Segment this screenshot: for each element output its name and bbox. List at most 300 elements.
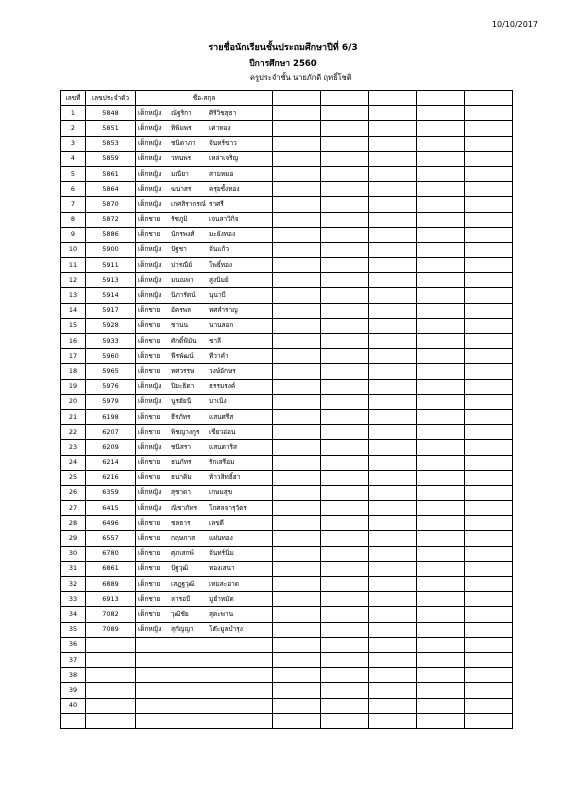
blank-cell [465, 425, 513, 440]
blank-cell [369, 577, 417, 592]
blank-cell [465, 121, 513, 136]
name-prefix: เด็กชาย [138, 215, 161, 224]
blank-cell [369, 683, 417, 698]
table-row [61, 136, 513, 151]
row-number: 37 [61, 652, 86, 667]
last-name: ทองเสนา [209, 564, 235, 573]
blank-cell [321, 698, 369, 713]
blank-cell [369, 546, 417, 561]
table-row [61, 409, 513, 424]
blank-cell [273, 288, 321, 303]
name-prefix: เด็กหญิง [138, 245, 162, 254]
blank-cell [465, 379, 513, 394]
student-name [136, 425, 273, 440]
blank-cell [417, 698, 465, 713]
student-name [136, 561, 273, 576]
row-number: 34 [61, 607, 86, 622]
name-prefix: เด็กชาย [138, 594, 161, 603]
row-number: 27 [61, 501, 86, 516]
blank-cell [273, 455, 321, 470]
student-name [136, 698, 273, 713]
blank-cell [273, 561, 321, 576]
blank-cell [369, 258, 417, 273]
header-name: ชื่อ-สกุล [136, 91, 273, 106]
blank-cell [321, 136, 369, 151]
blank-cell [465, 546, 513, 561]
blank-cell [417, 637, 465, 652]
name-prefix: เด็กชาย [138, 564, 161, 573]
first-name: ธีรภัทร [171, 412, 191, 421]
first-name: ชานน [171, 321, 188, 330]
blank-cell [369, 242, 417, 257]
student-id: 5928 [86, 318, 136, 333]
blank-cell [369, 652, 417, 667]
student-name [136, 197, 273, 212]
student-name [136, 136, 273, 151]
name-prefix: เด็กหญิง [138, 382, 162, 391]
first-name: ชลธาร [171, 518, 191, 527]
table-row [61, 501, 513, 516]
student-name [136, 151, 273, 166]
last-name: เหล่าเจริญ [209, 154, 239, 163]
student-id: 5853 [86, 136, 136, 151]
blank-cell [417, 166, 465, 181]
student-name [136, 592, 273, 607]
last-name: แสนศรีส [209, 412, 234, 421]
first-name: ณิชาภัทร [171, 503, 198, 512]
header-blank [273, 91, 321, 106]
table-row [61, 637, 513, 652]
blank-cell [273, 592, 321, 607]
table-row [61, 318, 513, 333]
student-name [136, 318, 273, 333]
blank-cell [321, 212, 369, 227]
blank-cell [417, 136, 465, 151]
blank-cell [465, 273, 513, 288]
blank-cell [417, 440, 465, 455]
blank-cell [369, 607, 417, 622]
first-name: ปารณีย์ [171, 260, 193, 269]
row-number: 10 [61, 242, 86, 257]
blank-cell [273, 106, 321, 121]
blank-cell [465, 455, 513, 470]
blank-cell [321, 197, 369, 212]
blank-cell [417, 425, 465, 440]
blank-cell [417, 273, 465, 288]
table-row [61, 607, 513, 622]
last-name: วงษ์อักษร [209, 366, 236, 375]
blank-cell [273, 698, 321, 713]
name-prefix: เด็กชาย [138, 609, 161, 618]
student-id: 6780 [86, 546, 136, 561]
table-row [61, 440, 513, 455]
first-name: รัชภูมิ [171, 215, 188, 224]
blank-cell [369, 106, 417, 121]
first-name: ฆนาสร [171, 184, 192, 193]
blank-cell [321, 227, 369, 242]
blank-cell [273, 683, 321, 698]
row-number: 3 [61, 136, 86, 151]
student-name [136, 364, 273, 379]
blank-cell [273, 197, 321, 212]
blank-cell [417, 364, 465, 379]
student-name [136, 394, 273, 409]
first-name: นิภารัตน์ [171, 291, 196, 300]
blank-cell [465, 258, 513, 273]
blank-cell [369, 364, 417, 379]
blank-cell [465, 561, 513, 576]
blank-cell [369, 485, 417, 500]
blank-cell [273, 379, 321, 394]
student-id: 6496 [86, 516, 136, 531]
blank-cell [369, 394, 417, 409]
table-row [61, 242, 513, 257]
blank-cell [321, 577, 369, 592]
blank-cell [417, 288, 465, 303]
name-prefix: เด็กชาย [138, 230, 161, 239]
student-id: 6913 [86, 592, 136, 607]
blank-cell [417, 561, 465, 576]
name-prefix: เด็กชาย [138, 458, 161, 467]
first-name: มนณพา [171, 275, 194, 284]
blank-cell [273, 440, 321, 455]
blank-cell [465, 349, 513, 364]
blank-cell [417, 485, 465, 500]
last-name: รักเสรีอม [209, 458, 235, 467]
student-id: 7082 [86, 607, 136, 622]
student-id: 5914 [86, 288, 136, 303]
last-name: เทมสะอาด [209, 579, 240, 588]
table-row [61, 182, 513, 197]
blank-cell [369, 212, 417, 227]
blank-cell [465, 516, 513, 531]
blank-cell [465, 409, 513, 424]
blank-cell [465, 698, 513, 713]
blank-cell [369, 151, 417, 166]
first-name: ปิยะธิดา [171, 382, 195, 391]
blank-cell [321, 409, 369, 424]
blank-cell [465, 713, 513, 728]
first-name: ชนิดาภา [171, 139, 196, 148]
student-id [86, 652, 136, 667]
first-name: สุชาดา [171, 488, 191, 497]
student-id: 6557 [86, 531, 136, 546]
row-number: 18 [61, 364, 86, 379]
blank-cell [321, 561, 369, 576]
name-prefix: เด็กหญิง [138, 275, 162, 284]
table-row [61, 334, 513, 349]
student-name [136, 501, 273, 516]
blank-cell [273, 637, 321, 652]
first-name: ศุภเสกพ์ [171, 549, 194, 558]
blank-cell [321, 470, 369, 485]
table-row [61, 166, 513, 181]
blank-cell [321, 516, 369, 531]
student-id [86, 637, 136, 652]
blank-cell [465, 151, 513, 166]
blank-cell [273, 227, 321, 242]
student-id: 5911 [86, 258, 136, 273]
last-name: เค่าทอง [209, 123, 231, 132]
blank-cell [321, 713, 369, 728]
blank-cell [321, 622, 369, 637]
student-name [136, 668, 273, 683]
student-id: 6198 [86, 409, 136, 424]
blank-cell [417, 394, 465, 409]
student-id: 5960 [86, 349, 136, 364]
print-date: 10/10/2017 [491, 20, 538, 29]
blank-cell [369, 455, 417, 470]
blank-cell [369, 273, 417, 288]
blank-cell [465, 607, 513, 622]
blank-cell [273, 622, 321, 637]
header-blank [321, 91, 369, 106]
blank-cell [273, 364, 321, 379]
table-row [61, 394, 513, 409]
blank-cell [465, 182, 513, 197]
first-name: ปัฐชา [171, 245, 187, 254]
blank-cell [465, 637, 513, 652]
name-prefix: เด็กหญิง [138, 625, 162, 634]
student-name [136, 546, 273, 561]
name-prefix: เด็กชาย [138, 336, 161, 345]
blank-cell [417, 197, 465, 212]
last-name: ครุยชั้งทอง [209, 184, 240, 193]
student-name [136, 713, 273, 728]
row-number [61, 713, 86, 728]
blank-cell [369, 197, 417, 212]
table-row [61, 516, 513, 531]
name-prefix: เด็กชาย [138, 534, 161, 543]
row-number: 2 [61, 121, 86, 136]
table-row [61, 364, 513, 379]
last-name: สามหมอ [209, 169, 234, 178]
blank-cell [321, 455, 369, 470]
blank-cell [273, 713, 321, 728]
roster-body [61, 106, 513, 729]
name-prefix: เด็กชาย [138, 579, 161, 588]
student-name [136, 227, 273, 242]
name-prefix: เด็กหญิง [138, 291, 162, 300]
blank-cell [321, 652, 369, 667]
blank-cell [273, 531, 321, 546]
name-prefix: เด็กชาย [138, 306, 161, 315]
blank-cell [465, 364, 513, 379]
student-name [136, 577, 273, 592]
row-number: 24 [61, 455, 86, 470]
blank-cell [369, 349, 417, 364]
blank-cell [369, 136, 417, 151]
blank-cell [321, 440, 369, 455]
blank-cell [321, 151, 369, 166]
header-no: เลขที่ [61, 91, 86, 106]
blank-cell [417, 227, 465, 242]
blank-cell [417, 668, 465, 683]
student-name [136, 409, 273, 424]
student-id: 5872 [86, 212, 136, 227]
name-prefix: เด็กชาย [138, 412, 161, 421]
blank-cell [465, 136, 513, 151]
blank-cell [417, 121, 465, 136]
name-prefix: เด็กหญิง [138, 123, 162, 132]
student-name [136, 607, 273, 622]
blank-cell [417, 516, 465, 531]
blank-cell [321, 425, 369, 440]
blank-cell [465, 622, 513, 637]
blank-cell [273, 258, 321, 273]
student-id: 6861 [86, 561, 136, 576]
last-name: ชาลี [209, 336, 222, 345]
student-name [136, 258, 273, 273]
student-name [136, 334, 273, 349]
blank-cell [369, 409, 417, 424]
blank-cell [465, 592, 513, 607]
student-name [136, 637, 273, 652]
table-row [61, 592, 513, 607]
row-number: 8 [61, 212, 86, 227]
blank-cell [273, 409, 321, 424]
blank-cell [273, 668, 321, 683]
blank-cell [369, 166, 417, 181]
name-prefix: เด็กหญิง [138, 260, 162, 269]
student-name [136, 485, 273, 500]
first-name: ทศวรรษ [171, 366, 195, 375]
blank-cell [465, 668, 513, 683]
row-number: 5 [61, 166, 86, 181]
blank-cell [417, 106, 465, 121]
blank-cell [417, 334, 465, 349]
blank-cell [321, 242, 369, 257]
row-number: 6 [61, 182, 86, 197]
blank-cell [417, 455, 465, 470]
row-number: 32 [61, 577, 86, 592]
table-row [61, 622, 513, 637]
first-name: นักรพงศ์ [171, 230, 195, 239]
blank-cell [369, 698, 417, 713]
name-prefix: เด็กชาย [138, 351, 161, 360]
blank-cell [465, 470, 513, 485]
blank-cell [369, 668, 417, 683]
row-number: 7 [61, 197, 86, 212]
student-id: 5933 [86, 334, 136, 349]
blank-cell [465, 106, 513, 121]
row-number: 17 [61, 349, 86, 364]
name-prefix: เด็กชาย [138, 321, 161, 330]
student-name [136, 242, 273, 257]
table-row [61, 303, 513, 318]
student-id: 5864 [86, 182, 136, 197]
last-name: แผ่นทอง [209, 534, 233, 543]
last-name: บาเนิ่ง [209, 397, 227, 406]
row-number: 33 [61, 592, 86, 607]
table-row [61, 288, 513, 303]
student-id: 5900 [86, 242, 136, 257]
last-name: ราศรี [209, 199, 224, 208]
blank-cell [465, 394, 513, 409]
first-name: มณียา [171, 169, 189, 178]
first-name: ธนภัทร [171, 458, 192, 467]
last-name: เลขดี [209, 518, 224, 527]
first-name: ศักดิ์ฟ้มัน [171, 336, 197, 345]
blank-cell [369, 516, 417, 531]
blank-cell [321, 288, 369, 303]
blank-cell [369, 227, 417, 242]
last-name: มูฮำหมัด [209, 594, 234, 603]
blank-cell [321, 318, 369, 333]
blank-cell [273, 318, 321, 333]
table-row [61, 258, 513, 273]
table-row [61, 455, 513, 470]
blank-cell [465, 318, 513, 333]
blank-cell [417, 622, 465, 637]
row-number: 9 [61, 227, 86, 242]
blank-cell [417, 592, 465, 607]
blank-cell [321, 182, 369, 197]
row-number: 15 [61, 318, 86, 333]
student-name [136, 531, 273, 546]
blank-cell [273, 546, 321, 561]
blank-cell [417, 652, 465, 667]
header-blank [369, 91, 417, 106]
student-id: 6359 [86, 485, 136, 500]
student-id [86, 683, 136, 698]
row-number: 25 [61, 470, 86, 485]
blank-cell [465, 577, 513, 592]
last-name: เกษมสุข [209, 488, 233, 497]
table-row [61, 425, 513, 440]
last-name: จันทร์ขาว [209, 139, 237, 148]
row-number: 11 [61, 258, 86, 273]
row-number: 4 [61, 151, 86, 166]
blank-cell [369, 288, 417, 303]
blank-cell [417, 318, 465, 333]
first-name: สุกัญญา [171, 625, 194, 634]
blank-cell [417, 470, 465, 485]
row-number: 14 [61, 303, 86, 318]
row-number: 12 [61, 273, 86, 288]
row-number: 40 [61, 698, 86, 713]
blank-cell [321, 668, 369, 683]
name-prefix: เด็กหญิง [138, 139, 162, 148]
name-prefix: เด็กชาย [138, 427, 161, 436]
header-student-id: เลขประจำตัว [86, 91, 136, 106]
blank-cell [465, 227, 513, 242]
row-number: 20 [61, 394, 86, 409]
name-prefix: เด็กหญิง [138, 488, 162, 497]
blank-cell [369, 425, 417, 440]
blank-cell [273, 652, 321, 667]
row-number: 31 [61, 561, 86, 576]
blank-cell [417, 409, 465, 424]
last-name: ธรรมรงค์ [209, 382, 236, 391]
blank-cell [321, 258, 369, 273]
table-row [61, 151, 513, 166]
blank-cell [321, 637, 369, 652]
student-id: 5886 [86, 227, 136, 242]
blank-cell [273, 394, 321, 409]
last-name: สุดะพาน [209, 609, 234, 618]
first-name: ปัฐวุฒิ [171, 564, 189, 573]
first-name: เกศสิรากรณ์ [171, 199, 206, 208]
blank-cell [273, 212, 321, 227]
blank-cell [273, 182, 321, 197]
header-blank [417, 91, 465, 106]
student-id: 6216 [86, 470, 136, 485]
table-row [61, 668, 513, 683]
row-number: 23 [61, 440, 86, 455]
table-row [61, 121, 513, 136]
blank-cell [321, 364, 369, 379]
